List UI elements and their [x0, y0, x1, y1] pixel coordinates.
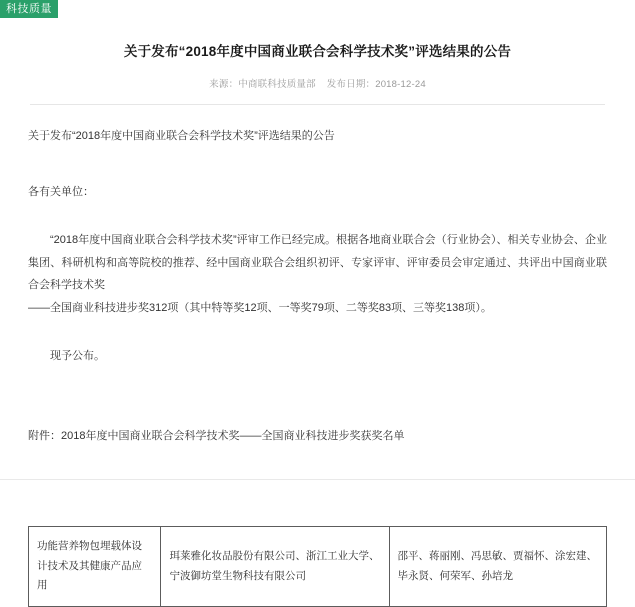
page-title: 关于发布“2018年度中国商业联合会科学技术奖”评选结果的公告	[123, 44, 512, 59]
body-bottom-divider	[0, 479, 635, 480]
table-row	[29, 527, 607, 606]
award-table	[28, 526, 607, 606]
header-divider	[30, 104, 605, 105]
attachment-line: 附件：2018年度中国商业联合会科学技术奖——全国商业科技进步奖获奖名单	[28, 430, 405, 443]
article-body	[0, 125, 635, 447]
award-table-wrap	[0, 526, 635, 606]
cell-organizations: 珥莱雅化妆品股份有限公司、浙江工业大学、宁波御坊堂生物科技有限公司	[161, 527, 389, 606]
cell-people: 邵平、蒋丽刚、冯思敏、贾福怀、涂宏建、毕永贤、何荣军、孙培龙	[389, 527, 606, 606]
cell-project: 功能营养物包埋载体设计技术及其健康产品应用	[29, 527, 161, 606]
paragraph-1: “2018年度中国商业联合会科学技术奖”评审工作已经完成。根据各地商业联合会（行业协会）、相关专业协会、企业集团、科研机构和高等院校的推荐、经中国商业联合会组织初评、专家评审、评审委员会审定通过、共评出中国商业联合会科学技术奖	[28, 234, 607, 292]
salutation: 各有关单位：	[28, 186, 94, 199]
article-source: 来源：中商联科技质量部	[209, 79, 316, 91]
paragraph-3: 现予公布。	[50, 350, 105, 363]
category-tag: 科技质量	[0, 0, 58, 18]
category-tag-bar	[0, 0, 58, 18]
article-page	[0, 18, 635, 607]
headline-repeat: 关于发布“2018年度中国商业联合会科学技术奖”评选结果的公告	[28, 130, 335, 143]
paragraph-2: ——全国商业科技进步奖312项（其中特等奖12项、一等奖79项、二等奖83项、三等奖138项）。	[28, 301, 492, 314]
article-date: 发布日期：2018-12-24	[326, 79, 426, 91]
article-meta	[0, 76, 635, 90]
